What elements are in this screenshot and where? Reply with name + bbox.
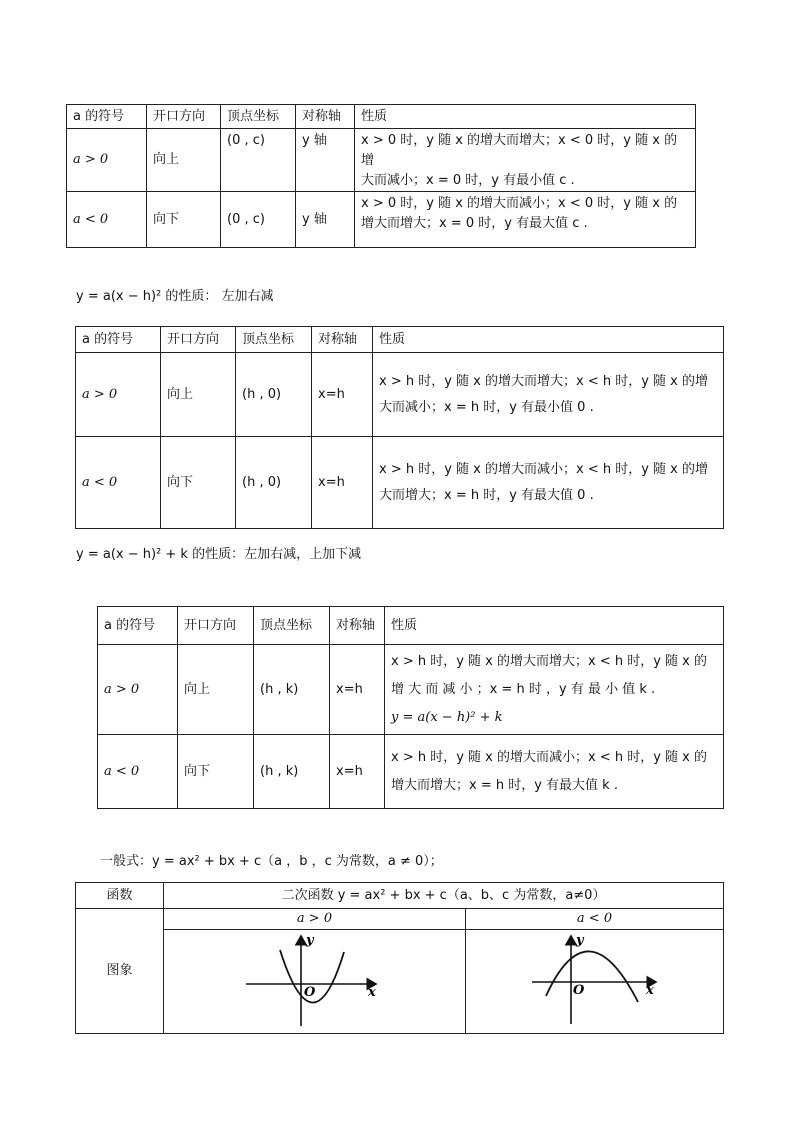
- header-vertex: 顶点坐标: [254, 607, 330, 645]
- cell-property: [385, 645, 724, 735]
- cell-sign: a > 0: [67, 129, 147, 192]
- heading-general-form: 一般式：y = ax² + bx + c（a ，b ，c 为常数，a ≠ 0）；: [100, 854, 443, 869]
- cell-sign: a > 0: [98, 645, 178, 735]
- property-line: x > h 时，y 随 x 的增大而减小；x < h 时，y 随 x 的增: [379, 461, 709, 477]
- table-row: [67, 129, 696, 192]
- cell-direction: 向下: [161, 437, 236, 529]
- table-header-row: [67, 105, 696, 129]
- cell-sign: a < 0: [76, 437, 161, 529]
- property-line: x > h 时，y 随 x 的增大而增大；x < h 时，y 随 x 的增: [379, 373, 709, 389]
- table-row: [98, 645, 724, 735]
- x-axis-label: x: [368, 985, 376, 1000]
- cell-axis: x=h: [330, 645, 385, 735]
- heading-vertex-form: y = a(x − h)² 的性质： 左加右减: [76, 289, 274, 304]
- cell-vertex: (0 , c): [221, 192, 296, 248]
- cell-vertex: (h , 0): [236, 437, 312, 529]
- header-vertex: 顶点坐标: [236, 327, 312, 353]
- property-line: x > h 时，y 随 x 的增大而增大；x < h 时，y 随 x 的: [391, 653, 708, 669]
- table-header-row: [76, 327, 724, 353]
- cell-property: [385, 735, 724, 809]
- cell-direction: 向下: [147, 192, 221, 248]
- heading-full-vertex-form: y = a(x − h)² + k 的性质：左加右减，上加下减: [76, 547, 362, 562]
- cell-sign: a > 0: [76, 353, 161, 437]
- table-row: [76, 930, 724, 1034]
- cell-axis: y 轴: [296, 129, 355, 192]
- table-standard-form: [66, 104, 696, 248]
- table-row: [67, 192, 696, 248]
- property-formula: y = a(x − h)² + k: [391, 709, 503, 725]
- cell-direction: 向下: [178, 735, 254, 809]
- table-full-vertex-form: [97, 606, 724, 809]
- table-row: [76, 883, 724, 909]
- cell-vertex: (h , 0): [236, 353, 312, 437]
- origin-label: O: [573, 983, 585, 998]
- header-sign: a 的符号: [98, 607, 178, 645]
- table-row: [98, 735, 724, 809]
- table-row: [76, 437, 724, 529]
- cell-function-title: 二次函数 y = ax² + bx + c（a、b、c 为常数，a≠0）: [164, 883, 724, 909]
- cell-sign: a < 0: [98, 735, 178, 809]
- table-general-form: [75, 882, 724, 1034]
- header-vertex: 顶点坐标: [221, 105, 296, 129]
- origin-label: O: [304, 985, 316, 1000]
- cell-axis: x=h: [330, 735, 385, 809]
- property-line: 增 大 而 减 小 ；x = h 时 ，y 有 最 小 值 k .: [391, 681, 656, 697]
- cell-vertex: (h , k): [254, 735, 330, 809]
- header-property: 性质: [373, 327, 724, 353]
- property-line: x > h 时，y 随 x 的增大而减小；x < h 时，y 随 x 的: [391, 749, 708, 765]
- table-header-row: [98, 607, 724, 645]
- table-vertex-form: [75, 326, 724, 529]
- cell-axis: x=h: [312, 437, 373, 529]
- property-line: 增大而增大；x = h 时，y 有最大值 k .: [391, 777, 618, 793]
- cell-axis: y 轴: [296, 192, 355, 248]
- cell-label-function: 函数: [76, 883, 164, 909]
- parabola-curve: [546, 951, 638, 1002]
- header-sign: a 的符号: [67, 105, 147, 129]
- cell-sign: a < 0: [67, 192, 147, 248]
- cell-property: [355, 192, 696, 248]
- property-line: 大而减小；x = 0 时，y 有最小值 c .: [361, 173, 575, 188]
- x-axis-label: x: [646, 983, 654, 998]
- cell-direction: 向上: [161, 353, 236, 437]
- header-axis: 对称轴: [296, 105, 355, 129]
- cell-property: [355, 129, 696, 192]
- header-sign: a 的符号: [76, 327, 161, 353]
- property-line: 增大而增大；x = 0 时，y 有最大值 c .: [361, 216, 588, 231]
- property-line: x > 0 时，y 随 x 的增大而增大；x < 0 时，y 随 x 的增: [361, 133, 678, 168]
- y-axis-label: y: [306, 933, 314, 948]
- property-line: 大而增大；x = h 时，y 有最大值 0 .: [379, 487, 594, 503]
- cell-vertex: (0 , c): [221, 129, 296, 192]
- cell-property: [373, 353, 724, 437]
- cell-graph-positive: [164, 930, 466, 1034]
- cell-label-graph: 图象: [76, 909, 164, 1034]
- header-property: 性质: [355, 105, 696, 129]
- cell-axis: x=h: [312, 353, 373, 437]
- header-axis: 对称轴: [330, 607, 385, 645]
- y-axis-label: y: [576, 933, 584, 948]
- cell-vertex: (h , k): [254, 645, 330, 735]
- parabola-up-graph: [164, 930, 464, 1026]
- property-line: 大而减小；x = h 时，y 有最小值 0 .: [379, 399, 594, 415]
- cell-graph-negative: [466, 930, 724, 1034]
- parabola-down-graph: [466, 930, 722, 1026]
- table-row: [76, 909, 724, 930]
- table-row: [76, 353, 724, 437]
- cell-case-positive: a > 0: [164, 909, 466, 930]
- header-direction: 开口方向: [161, 327, 236, 353]
- cell-property: [373, 437, 724, 529]
- header-direction: 开口方向: [178, 607, 254, 645]
- cell-direction: 向上: [178, 645, 254, 735]
- cell-case-negative: a < 0: [466, 909, 724, 930]
- header-axis: 对称轴: [312, 327, 373, 353]
- property-line: x > 0 时，y 随 x 的增大而减小；x < 0 时，y 随 x 的: [361, 196, 678, 211]
- header-direction: 开口方向: [147, 105, 221, 129]
- header-property: 性质: [385, 607, 724, 645]
- cell-direction: 向上: [147, 129, 221, 192]
